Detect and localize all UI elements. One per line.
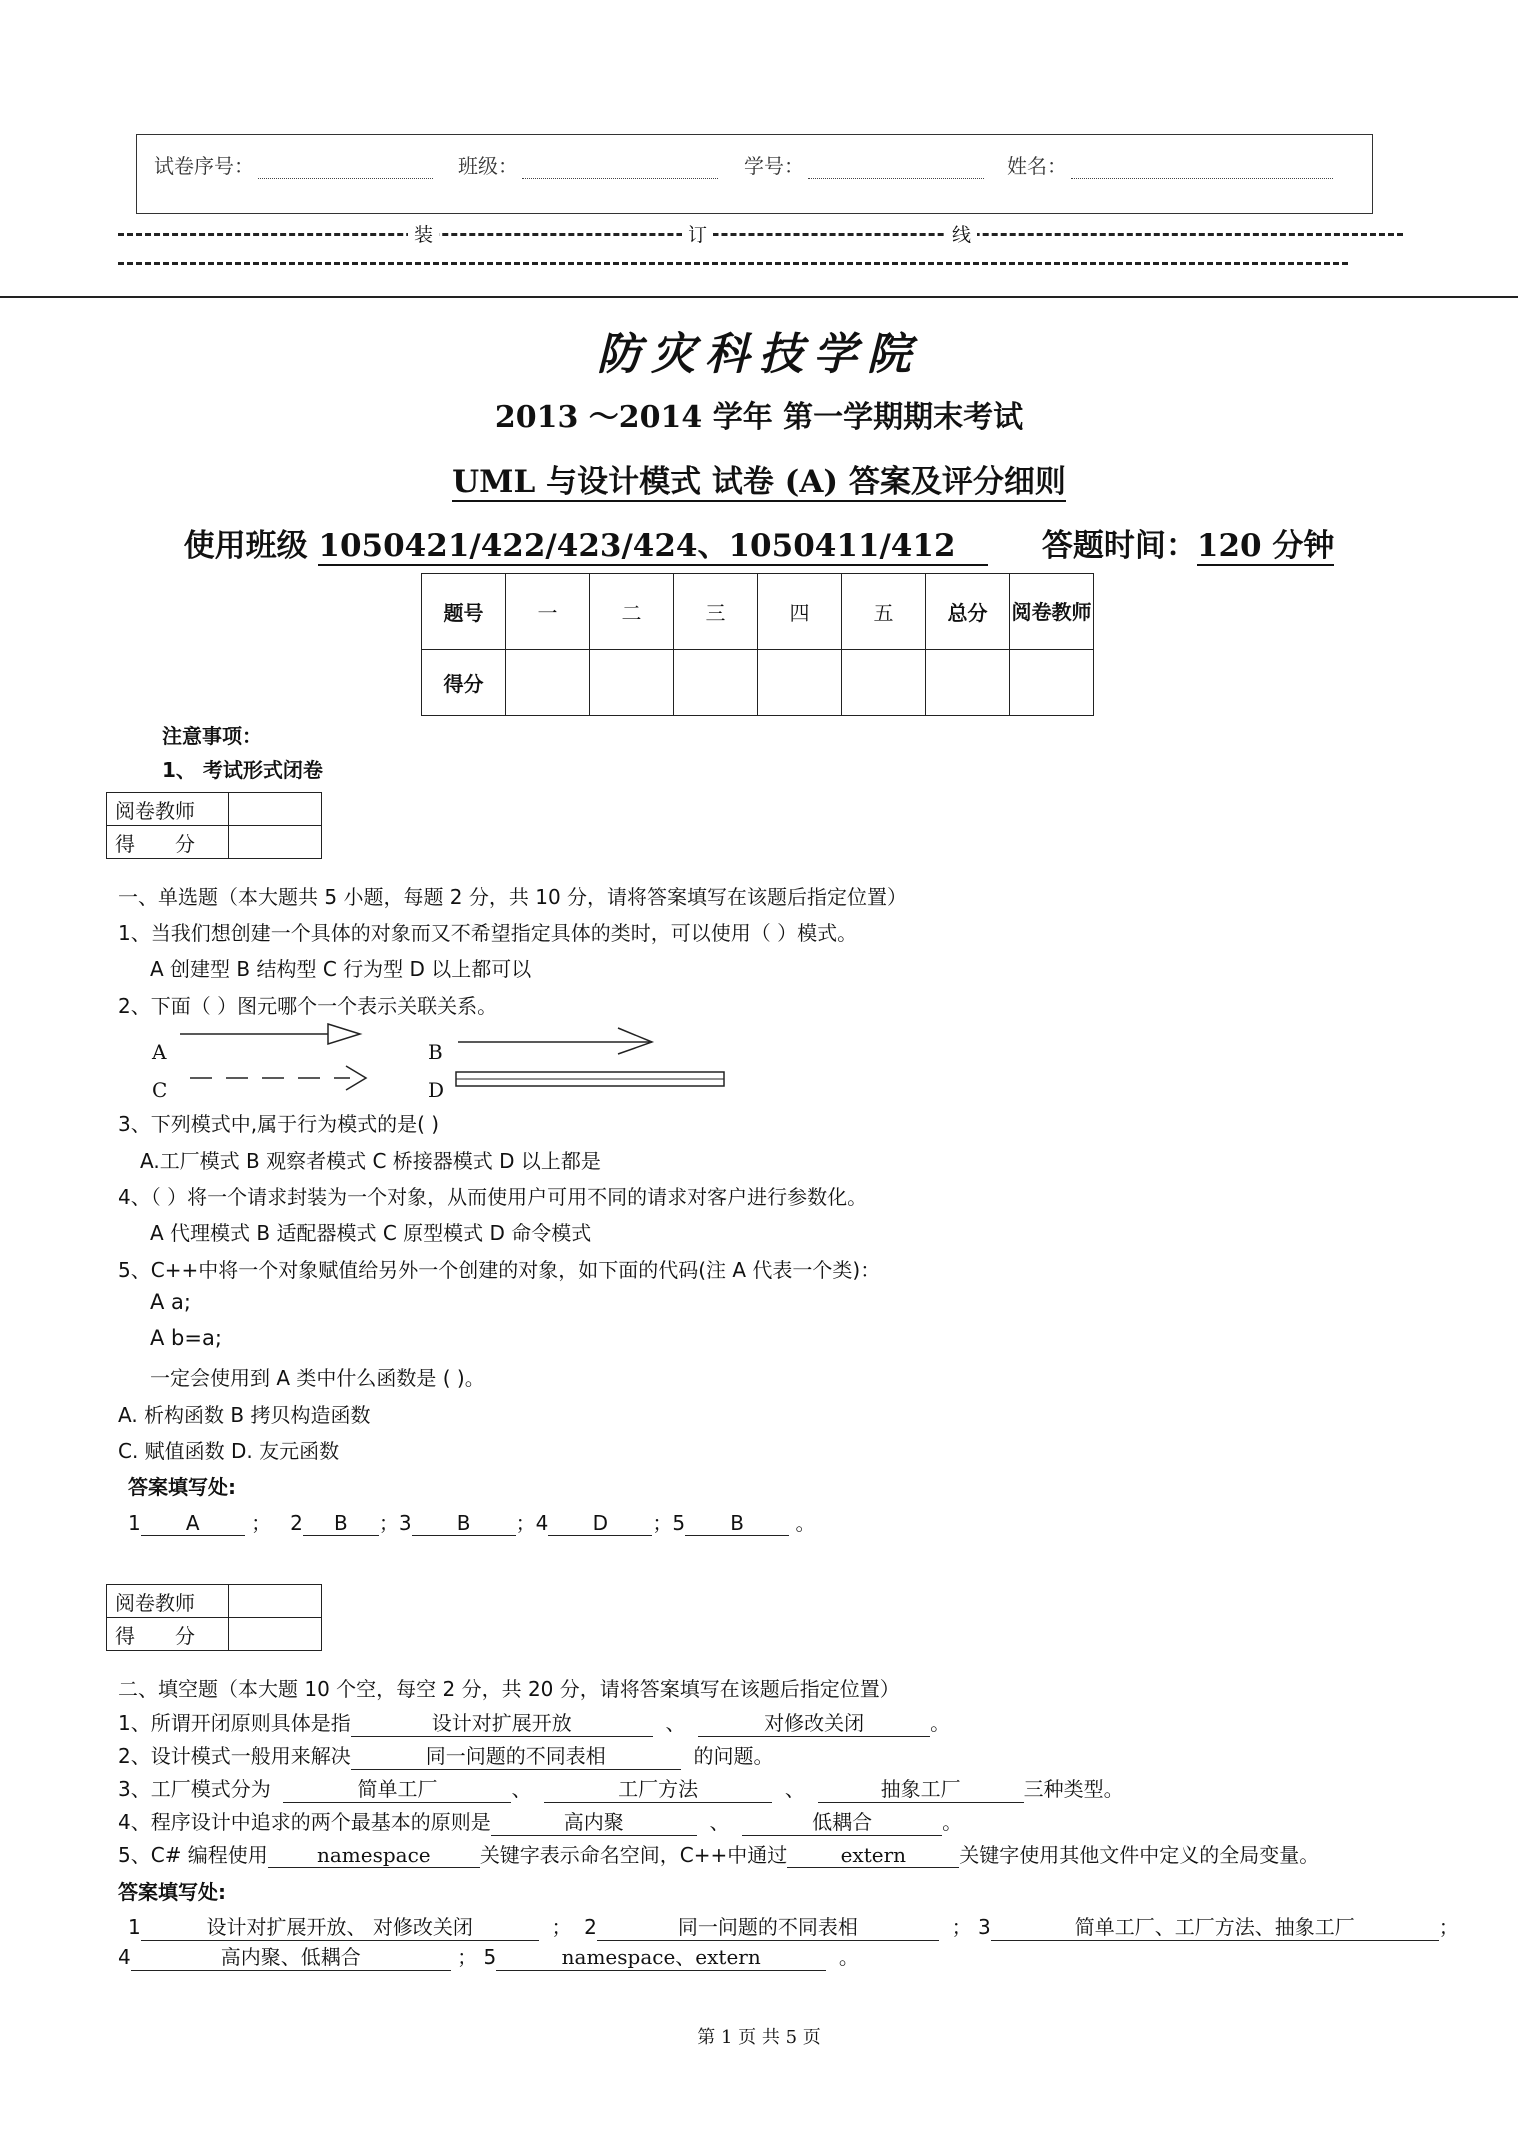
- s1-answer-sep: 。: [789, 1511, 816, 1535]
- s1-answer-no: 1: [128, 1511, 141, 1535]
- score-cell-grader[interactable]: [1010, 650, 1094, 716]
- s1-answer-3[interactable]: B: [412, 1511, 516, 1536]
- s2-q3-blank-c[interactable]: 抽象工厂: [818, 1773, 1024, 1803]
- s2-q1-sep: 、: [665, 1711, 686, 1735]
- s2-q1-text: 1、所谓开闭原则具体是指: [118, 1711, 351, 1735]
- name-field[interactable]: [1007, 150, 1333, 179]
- s2-answer-1[interactable]: 设计对扩展开放、 对修改关闭: [141, 1911, 539, 1941]
- score-cell-3[interactable]: [674, 650, 758, 716]
- s2-q1-blank-b[interactable]: 对修改关闭: [698, 1707, 930, 1737]
- s1-q5-ask: 一定会使用到 A 类中什么函数是 ( )。: [150, 1366, 485, 1390]
- s2-q2-end: 的问题。: [693, 1744, 774, 1768]
- s2-answer-5[interactable]: namespace、extern: [496, 1941, 826, 1971]
- s2-answer-3[interactable]: 简单工厂、工厂方法、抽象工厂: [991, 1911, 1439, 1941]
- exam-title: [0, 456, 1518, 501]
- s1-q2-label-a: A: [152, 1040, 167, 1064]
- s2-question-5: [118, 1839, 1319, 1868]
- score-header-3: 三: [674, 574, 758, 650]
- score-cell[interactable]: [229, 1618, 322, 1651]
- term-title: 2013 ～2014 学年 第一学期期末考试: [494, 400, 1024, 435]
- s2-q5-text: 5、C# 编程使用: [118, 1843, 268, 1867]
- class-label: 班级：: [458, 154, 518, 178]
- section1-heading: 一、单选题（本大题共 5 小题，每题 2 分，共 10 分，请将答案填写在该题后指定位置）: [118, 885, 908, 909]
- s2-question-3: [118, 1773, 1124, 1803]
- score-header-question: 题号: [422, 574, 506, 650]
- uml-generalization-icon: [180, 1024, 360, 1044]
- score-header-total: 总分: [926, 574, 1010, 650]
- uml-association-icon: [458, 1028, 652, 1054]
- cut-line: [0, 296, 1518, 298]
- grader-box-2: [106, 1584, 322, 1651]
- score-cell-1[interactable]: [506, 650, 590, 716]
- grader-label: 阅卷教师: [107, 793, 229, 826]
- s1-q5-code-2: A b=a;: [150, 1326, 222, 1350]
- s2-answer-2[interactable]: 同一问题的不同表相: [597, 1911, 939, 1941]
- binding-line-bottom: [118, 262, 1348, 265]
- s2-q3-sep: 、: [511, 1777, 532, 1801]
- s1-answer-sep: ；: [652, 1511, 673, 1535]
- s1-answer-2[interactable]: B: [303, 1511, 379, 1536]
- s2-q4-blank-b[interactable]: 低耦合: [742, 1806, 942, 1836]
- student-no-blank[interactable]: [808, 158, 984, 179]
- s1-q2-label-c: C: [152, 1078, 168, 1102]
- page-number: 第 1 页 共 5 页: [697, 2027, 821, 2048]
- score-cell-4[interactable]: [758, 650, 842, 716]
- s2-answer-label: 答案填写处:: [118, 1880, 226, 1904]
- binding-char-2: 订: [682, 220, 713, 247]
- s2-q3-blank-b[interactable]: 工厂方法: [544, 1773, 772, 1803]
- s2-q3-blank-a[interactable]: 简单工厂: [283, 1773, 511, 1803]
- uml-dependency-icon: [190, 1066, 366, 1090]
- s2-q5-blank-a[interactable]: namespace: [268, 1843, 480, 1868]
- s2-answer-sep: ；: [457, 1945, 478, 1969]
- grader-cell[interactable]: [229, 793, 322, 826]
- s2-answer-sep: ；: [1438, 1915, 1459, 1939]
- s2-answer-no: 2: [584, 1915, 597, 1939]
- s1-answer-row: [128, 1507, 815, 1536]
- score-header-2: 二: [590, 574, 674, 650]
- exam-time-value: 120 分钟: [1196, 528, 1335, 564]
- s1-question-4: 4、（ ）将一个请求封装为一个对象，从而使用户可用不同的请求对客户进行参数化。: [118, 1185, 868, 1209]
- score-row-label: 得分: [422, 650, 506, 716]
- s1-question-1: 1、当我们想创建一个具体的对象而又不希望指定具体的类时，可以使用（ ）模式。: [118, 921, 858, 945]
- s2-q4-sep: 、: [709, 1810, 730, 1834]
- s1-answer-no: 3: [398, 1511, 412, 1535]
- exam-time-label: 答题时间：: [1041, 528, 1197, 564]
- s1-q4-options: A 代理模式 B 适配器模式 C 原型模式 D 命令模式: [150, 1221, 592, 1245]
- s2-q1-end: 。: [930, 1711, 951, 1735]
- s1-question-5: 5、C++中将一个对象赋值给另外一个创建的对象，如下面的代码(注 A 代表一个类)：: [118, 1258, 881, 1282]
- school-name: 防灾科技学院: [597, 329, 921, 380]
- class-blank[interactable]: [522, 158, 718, 179]
- s1-question-2: 2、下面（ ）图元哪个一个表示关联关系。: [118, 994, 498, 1018]
- s2-q5-end: 关键字使用其他文件中定义的全局变量。: [959, 1843, 1320, 1867]
- s1-answer-sep: ；: [244, 1511, 272, 1535]
- s1-q5-options-2: C. 赋值函数 D. 友元函数: [118, 1439, 340, 1463]
- class-used-label: 使用班级: [183, 528, 308, 564]
- s2-q2-text: 2、设计模式一般用来解决: [118, 1744, 351, 1768]
- binding-char-3: 线: [946, 220, 977, 247]
- binding-char-1: 装: [408, 220, 439, 247]
- score-label: 得 分: [107, 1618, 229, 1651]
- s2-answer-sep: ；: [951, 1915, 972, 1939]
- score-table: [421, 573, 1094, 716]
- notes-title: 注意事项：: [162, 724, 262, 748]
- s1-answer-sep: ；: [378, 1511, 399, 1535]
- s2-answer-no: 5: [483, 1945, 497, 1969]
- s1-q2-label-b: B: [428, 1040, 443, 1064]
- student-no-label: 学号：: [744, 154, 804, 178]
- score-cell[interactable]: [229, 826, 322, 859]
- student-no-field[interactable]: [744, 150, 984, 179]
- s2-q2-blank-a[interactable]: 同一问题的不同表相: [351, 1740, 681, 1770]
- score-label: 得 分: [107, 826, 229, 859]
- binding-line-top: [118, 233, 1403, 236]
- score-cell-2[interactable]: [590, 650, 674, 716]
- s2-answer-row-1: [128, 1911, 1459, 1941]
- s2-q4-text: 4、程序设计中追求的两个最基本的原则是: [118, 1810, 491, 1834]
- s2-q5-blank-b[interactable]: extern: [787, 1843, 959, 1868]
- s1-answer-sep: ；: [515, 1511, 536, 1535]
- s1-answer-1[interactable]: A: [141, 1511, 245, 1536]
- score-header-1: 一: [506, 574, 590, 650]
- s1-answer-no: 5: [672, 1511, 686, 1535]
- s1-answer-5[interactable]: B: [685, 1511, 789, 1536]
- s1-answer-4[interactable]: D: [548, 1511, 652, 1536]
- s1-question-3: 3、下列模式中,属于行为模式的是( ): [118, 1112, 440, 1136]
- notes-item-1: 1、 考试形式闭卷: [162, 758, 323, 782]
- class-field[interactable]: [458, 150, 718, 179]
- paper-no-blank[interactable]: [258, 158, 433, 179]
- s2-answer-4[interactable]: 高内聚、低耦合: [131, 1941, 451, 1971]
- exam-title-text: UML 与设计模式 试卷 (A) 答案及评分细则: [452, 464, 1066, 500]
- grader-box-1: [106, 792, 322, 859]
- name-blank[interactable]: [1071, 158, 1333, 179]
- uml-double-line-icon: [456, 1072, 724, 1086]
- s1-q1-options: A 创建型 B 结构型 C 行为型 D 以上都可以: [150, 957, 532, 981]
- name-label: 姓名：: [1007, 154, 1067, 178]
- s2-q4-blank-a[interactable]: 高内聚: [491, 1806, 697, 1836]
- class-time-line: [0, 520, 1518, 565]
- grader-cell[interactable]: [229, 1585, 322, 1618]
- s2-answer-no: 4: [118, 1945, 131, 1969]
- score-cell-5[interactable]: [842, 650, 926, 716]
- s1-q3-options: A.工厂模式 B 观察者模式 C 桥接器模式 D 以上都是: [140, 1149, 601, 1173]
- s2-question-1: [118, 1707, 950, 1737]
- s2-q3-end: 三种类型。: [1023, 1777, 1124, 1801]
- grader-label: 阅卷教师: [107, 1585, 229, 1618]
- s1-q5-options-1: A. 析构函数 B 拷贝构造函数: [118, 1403, 371, 1427]
- s1-answer-no: 4: [535, 1511, 549, 1535]
- s2-answer-end: 。: [838, 1945, 859, 1969]
- s2-answer-row-2: [118, 1941, 859, 1971]
- s2-q3-text: 3、工厂模式分为: [118, 1777, 271, 1801]
- paper-no-field[interactable]: [154, 150, 433, 179]
- s1-q5-code-1: A a;: [150, 1290, 191, 1314]
- paper-no-label: 试卷序号：: [154, 154, 254, 178]
- s1-q2-label-d: D: [428, 1078, 445, 1102]
- score-cell-total[interactable]: [926, 650, 1010, 716]
- s2-answer-sep: ；: [551, 1915, 572, 1939]
- s1-answer-label: 答案填写处:: [128, 1475, 236, 1499]
- score-header-4: 四: [758, 574, 842, 650]
- s2-answer-no: 1: [128, 1915, 141, 1939]
- s2-question-4: [118, 1806, 962, 1836]
- s1-answer-no: 2: [290, 1511, 303, 1535]
- s2-q4-end: 。: [942, 1810, 963, 1834]
- s2-answer-no: 3: [977, 1915, 991, 1939]
- class-used-value: 1050421/422/423/424、1050411/412: [318, 528, 956, 564]
- s2-q1-blank-a[interactable]: 设计对扩展开放: [351, 1707, 653, 1737]
- s2-question-2: [118, 1740, 773, 1770]
- section2-heading: 二、填空题（本大题 10 个空，每空 2 分，共 20 分，请将答案填写在该题后指定位置）: [118, 1677, 900, 1701]
- score-header-5: 五: [842, 574, 926, 650]
- s2-q3-sep: 、: [784, 1777, 805, 1801]
- score-header-grader: 阅卷教师: [1010, 574, 1094, 650]
- s2-q5-mid: 关键字表示命名空间，C++中通过: [479, 1843, 788, 1867]
